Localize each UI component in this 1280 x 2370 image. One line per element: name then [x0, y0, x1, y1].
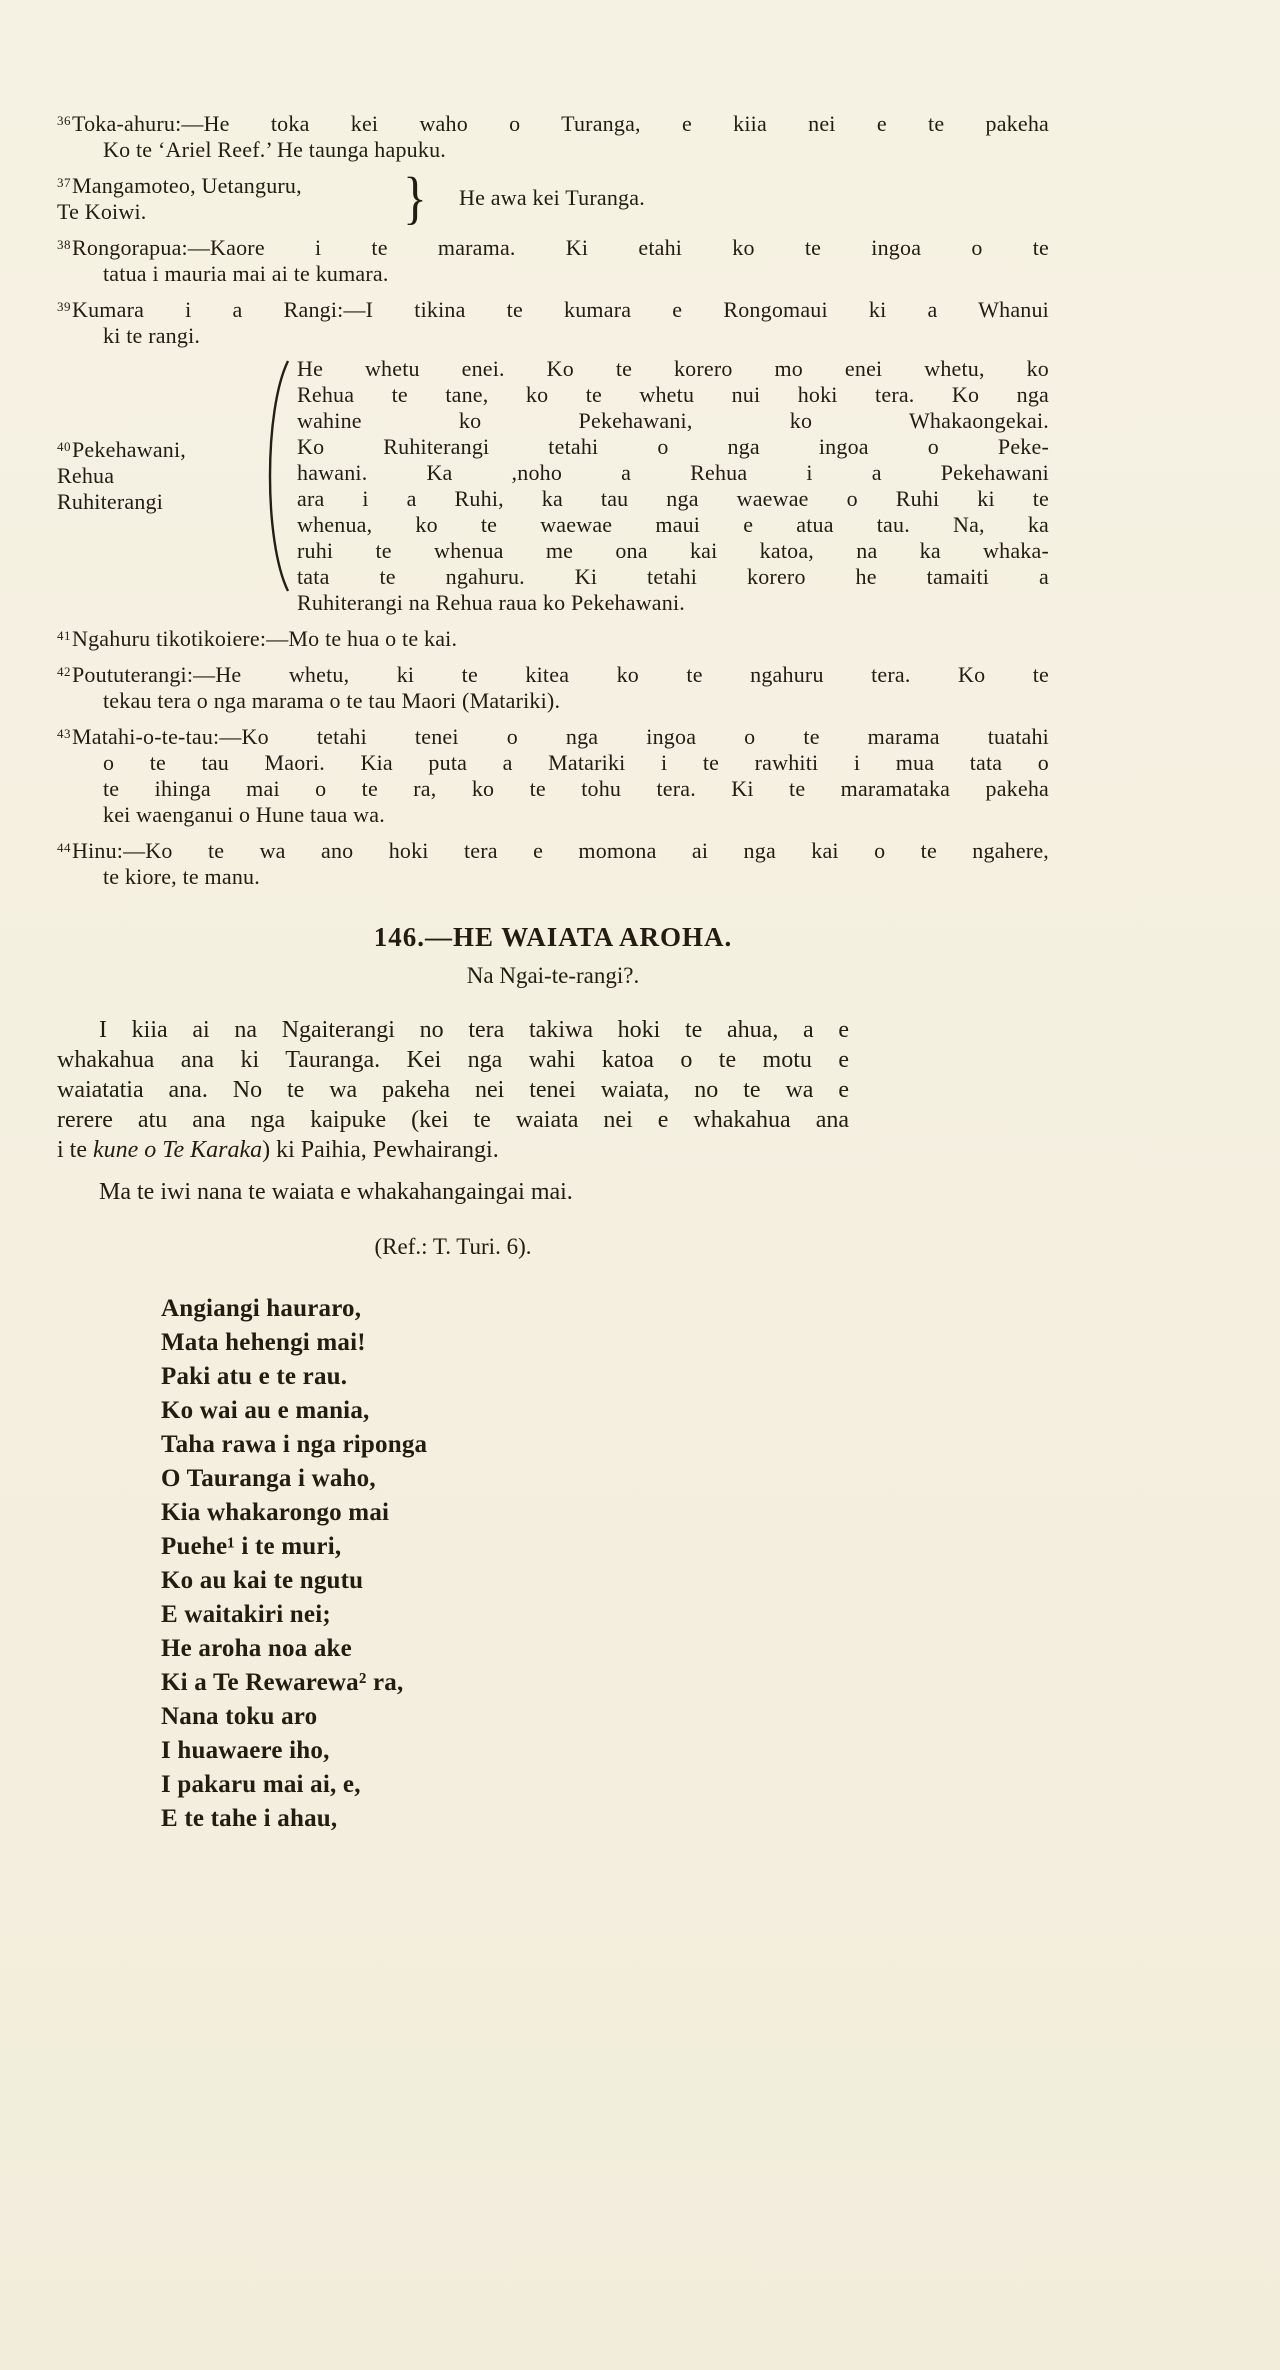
note-item: [57, 659, 1049, 714]
verse-line: I huawaere iho,: [161, 1737, 330, 1764]
note-line: Rehua: [57, 463, 115, 488]
verse-line: I pakaru mai ai, e,: [161, 1771, 361, 1798]
paragraph-line: waiatatia ana. No te wa pakeha nei tenei waiata, no te wa e: [57, 1077, 849, 1103]
note-number: 38: [57, 237, 71, 252]
note-line: ara i a Ruhi, ka tau nga waewae o Ruhi ki te: [297, 486, 1049, 511]
note-line: [57, 108, 1049, 137]
verse-line: Nana toku aro: [161, 1703, 318, 1730]
note-item: [57, 294, 1049, 349]
second-paragraph: Ma te iwi nana te waiata e whakahangaingai mai.: [99, 1179, 573, 1205]
note-text: Ngahuru tikotikoiere:—Mo te hua o te kai.: [72, 626, 458, 651]
note-line: wahine ko Pekehawani, ko Whakaongekai.: [297, 408, 1049, 433]
intro-paragraph: [57, 1015, 849, 1165]
paragraph-text: i te: [57, 1137, 93, 1163]
note-line: Te Koiwi.: [57, 199, 147, 224]
note-number: 36: [57, 113, 71, 128]
note-line: tatua i mauria mai ai te kumara.: [103, 261, 389, 286]
note-line: te ihinga mai o te ra, ko te tohu tera. Ki te maramataka pakeha: [103, 776, 1049, 801]
note-number: 39: [57, 299, 71, 314]
verse-line: E waitakiri nei;: [161, 1601, 331, 1628]
paragraph-line: rerere atu ana nga kaipuke (kei te waiata nei e whakahua ana: [57, 1107, 849, 1133]
note-text: Hinu:—Ko te wa ano hoki tera e momona ai nga kai o te ngahere,: [72, 838, 1049, 863]
note-line: tekau tera o nga marama o te tau Maori (Matariki).: [103, 688, 561, 713]
note-item: [57, 721, 1049, 828]
note-number: 37: [57, 175, 71, 190]
note-number: 43: [57, 726, 71, 741]
verse-line: Mata hehengi mai!: [161, 1329, 366, 1356]
note-line: hawani. Ka ,noho a Rehua i a Pekehawani: [297, 460, 1049, 485]
note-text: Kumara i a Rangi:—I tikina te kumara e Rongomaui ki a Whanui: [72, 297, 1049, 322]
note-line: Ruhiterangi na Rehua raua ko Pekehawani.: [297, 590, 685, 615]
curly-brace-icon: }: [403, 164, 427, 230]
paragraph-line: I kiia ai na Ngaiterangi no tera takiwa hoki te ahua, a e: [99, 1017, 849, 1043]
note-item: [57, 835, 1049, 890]
verse-line: Puehe¹ i te muri,: [161, 1533, 342, 1560]
paragraph-text: ) ki Paihia, Pewhairangi.: [262, 1137, 499, 1163]
note-item: [57, 108, 1049, 163]
note-line: ki te rangi.: [103, 323, 201, 348]
paren-brace-icon: [257, 356, 297, 616]
note-line: [57, 659, 1049, 688]
note-line: Rehua te tane, ko te whetu nui hoki tera. Ko nga: [297, 382, 1049, 407]
note-body: [297, 356, 1049, 616]
section-heading: 146.—HE WAIATA AROHA.: [373, 922, 733, 952]
waiata-verse: [161, 1292, 1280, 1836]
note-line: o te tau Maori. Kia puta a Matariki i te rawhiti i mua tata o: [103, 750, 1049, 775]
note-text: Pekehawani,: [72, 437, 186, 462]
note-text: Rongorapua:—Kaore i te marama. Ki etahi ko te ingoa o te: [72, 235, 1049, 260]
note-line: [57, 170, 393, 199]
verse-line: He aroha noa ake: [161, 1635, 352, 1662]
paragraph-line: whakahua ana ki Tauranga. Kei nga wahi katoa o te motu e: [57, 1047, 849, 1073]
paragraph-line: [57, 1135, 849, 1165]
note-text: Mangamoteo, Uetanguru,: [72, 173, 302, 198]
note-line: [57, 623, 1049, 652]
note-line: Ruhiterangi: [57, 489, 164, 514]
section-attribution: Na Ngai-te-rangi?.: [466, 963, 640, 988]
note-line: Ko te ‘Ariel Reef.’ He taunga hapuku.: [103, 137, 446, 162]
note-line: whenua, ko te waewae maui e atua tau. Na, ka: [297, 512, 1049, 537]
verse-line: Ko au kai te ngutu: [161, 1567, 364, 1594]
verse-line: Paki atu e te rau.: [161, 1363, 348, 1390]
verse-line: Ki a Te Rewarewa² ra,: [161, 1669, 404, 1696]
note-line: kei waenganui o Hune taua wa.: [103, 802, 385, 827]
note-number: 40: [57, 439, 71, 454]
note-text: Poututerangi:—He whetu, ki te kitea ko te ngahuru tera. Ko te: [72, 662, 1049, 687]
note-item: [57, 164, 1049, 230]
note-line: te kiore, te manu.: [103, 864, 260, 889]
note-line: [57, 294, 1049, 323]
note-label-column: [57, 356, 257, 616]
note-item: [57, 356, 1049, 616]
italic-phrase: kune o Te Karaka: [93, 1137, 263, 1163]
note-line: tata te ngahuru. Ki tetahi korero he tamaiti a: [297, 564, 1049, 589]
note-line: ruhi te whenua me ona kai katoa, na ka whaka-: [297, 538, 1049, 563]
note-text: Toka-ahuru:—He toka kei waho o Turanga, e kiia nei e te pakeha: [72, 111, 1049, 136]
note-item: [57, 623, 1049, 652]
verse-line: Kia whakarongo mai: [161, 1499, 390, 1526]
note-text: Matahi-o-te-tau:—Ko tetahi tenei o nga ingoa o te marama tuatahi: [72, 724, 1049, 749]
note-line: [57, 232, 1049, 261]
note-text: He awa kei Turanga.: [459, 184, 645, 210]
glossary-notes: [57, 108, 1049, 890]
note-line: Ko Ruhiterangi tetahi o nga ingoa o Peke-: [297, 434, 1049, 459]
note-number: 42: [57, 664, 71, 679]
reference-line: (Ref.: T. Turi. 6).: [374, 1234, 532, 1259]
note-line: He whetu enei. Ko te korero mo enei whetu, ko: [297, 356, 1049, 381]
note-number: 44: [57, 840, 71, 855]
verse-line: O Tauranga i waho,: [161, 1465, 376, 1492]
verse-line: Angiangi hauraro,: [161, 1295, 362, 1322]
note-label-column: [57, 170, 393, 225]
verse-line: E te tahe i ahau,: [161, 1805, 338, 1832]
verse-line: Ko wai au e mania,: [161, 1397, 370, 1424]
verse-line: Taha rawa i nga riponga: [161, 1431, 428, 1458]
note-item: [57, 232, 1049, 287]
note-line: [57, 721, 1049, 750]
note-number: 41: [57, 628, 71, 643]
note-line: [57, 434, 257, 463]
note-line: [57, 835, 1049, 864]
